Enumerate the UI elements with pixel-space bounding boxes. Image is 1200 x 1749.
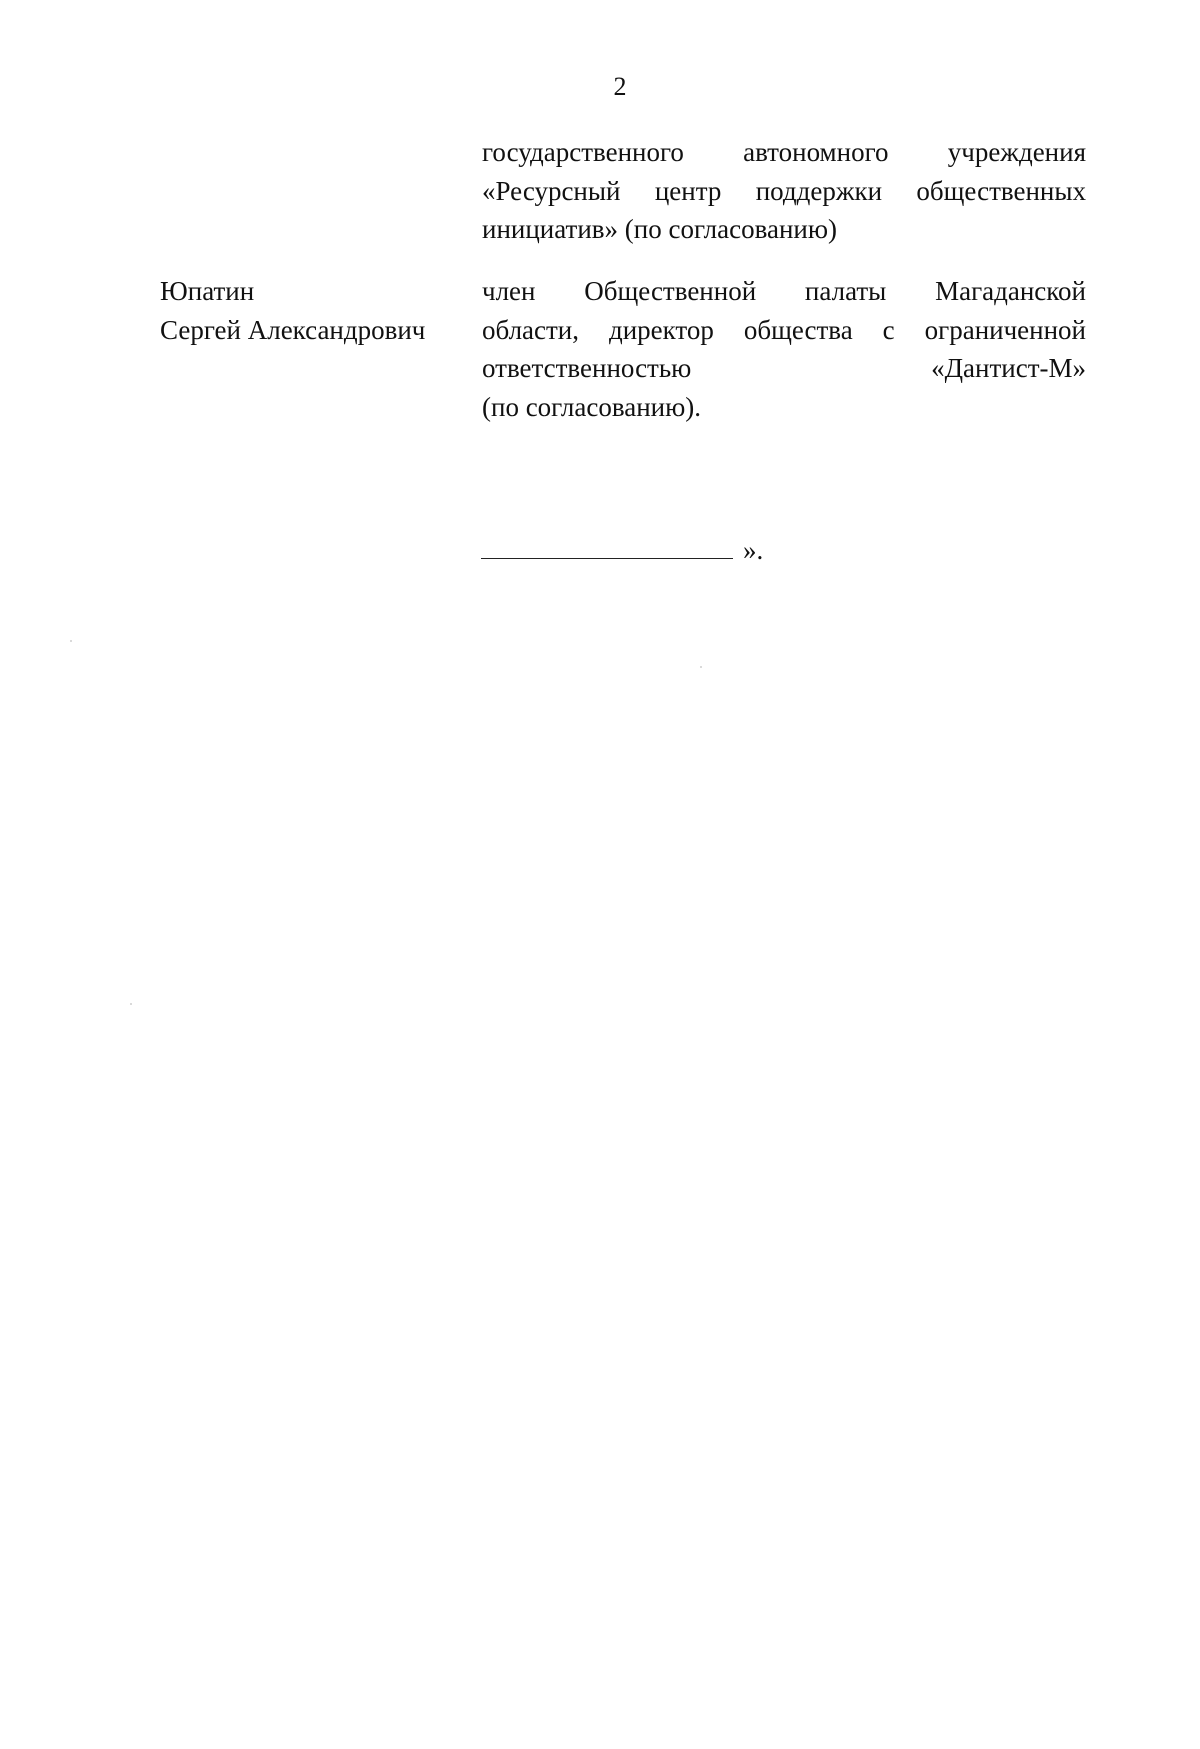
scan-speck (700, 666, 702, 668)
signature-rule (481, 544, 733, 559)
closing-quote: ». (743, 535, 764, 565)
continuation-description (482, 133, 1086, 249)
scan-speck (130, 1003, 132, 1005)
description-line: ответственностью «Дантист-М» (482, 353, 1086, 383)
member-description (482, 272, 1086, 426)
description-line: (по согласованию). (482, 391, 702, 422)
description-line: «Ресурсный центр поддержки общественных (482, 175, 1086, 206)
scan-speck (70, 640, 72, 642)
member-surname: Юпатин (160, 276, 255, 306)
description-line: член Общественной палаты Магаданской (482, 276, 1086, 306)
description-line: государственного автономного учреждения (482, 137, 1086, 167)
member-given-names: Сергей Александрович (160, 314, 426, 345)
page-number: 2 (613, 72, 627, 101)
description-line: инициатив» (по согласованию) (482, 214, 838, 244)
description-line: области, директор общества с ограниченной (482, 314, 1086, 345)
closing-line (481, 535, 763, 565)
member-name (160, 272, 460, 349)
